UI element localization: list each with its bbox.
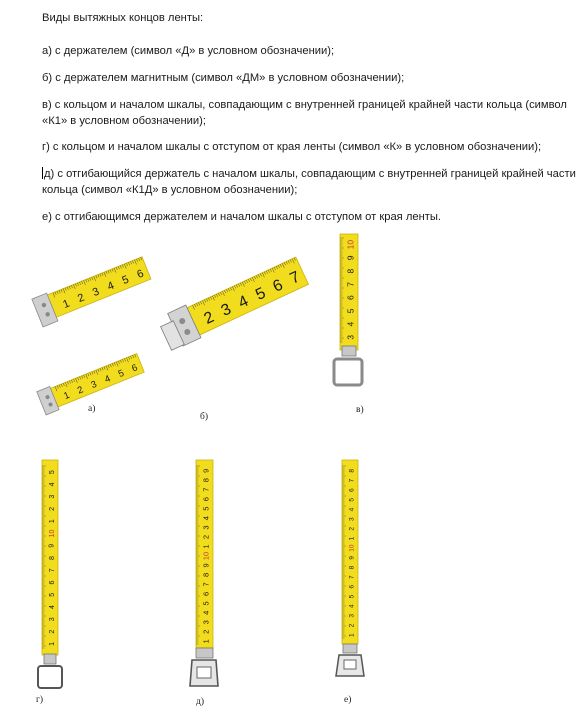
tape-digit: 2: [201, 629, 211, 634]
tape-digit: 4: [105, 279, 116, 294]
tape-digit: 3: [201, 620, 211, 625]
tape-digit: 1: [348, 536, 356, 541]
tape-digit: 4: [201, 516, 211, 521]
tape-digit: 9: [48, 543, 56, 548]
tape-digit: 2: [348, 527, 356, 531]
tape-digit: 5: [48, 470, 56, 475]
tape-digit: 1: [201, 544, 211, 549]
tape-digit: 5: [348, 498, 356, 502]
tape-digit: 7: [201, 487, 211, 492]
tape-digit: 6: [348, 585, 356, 589]
caption-a: а): [88, 404, 96, 414]
tape-digit: 6: [201, 497, 211, 502]
tape-digit: 6: [135, 267, 146, 282]
item-d: [42, 167, 577, 198]
text-cursor: [42, 167, 43, 179]
tape-digit: 10: [48, 529, 56, 538]
tape-digit: 6: [270, 276, 286, 296]
tape-digit: 5: [120, 273, 131, 288]
tape-digit: 9: [345, 255, 356, 261]
tape-digit: 6: [48, 580, 56, 585]
tape-image-v: [330, 234, 370, 394]
tape-digit: 3: [90, 285, 102, 300]
tape-digit: 6: [130, 362, 140, 375]
tape-digit: 6: [201, 591, 211, 596]
tape-digit: 6: [345, 295, 356, 300]
tape-image-g: [32, 460, 66, 695]
tape-digit: 1: [62, 389, 72, 402]
tape-digit: 3: [201, 525, 211, 530]
tape-digit: 3: [89, 378, 99, 392]
tape-digit: 4: [235, 292, 252, 312]
tape-digit: 5: [345, 308, 356, 314]
item-v: в) с кольцом и началом шкалы, совпадающим с внутренней границей крайней части кольца (символ «К1» в условном обозначении);: [42, 99, 567, 127]
item-b: б) с держателем магнитным (символ «ДМ» в условном обозначении);: [42, 72, 405, 84]
tape-digit: 7: [348, 478, 356, 483]
tape-digit: 1: [48, 519, 56, 524]
tape-digit: 7: [201, 582, 211, 587]
tape-digit: 8: [201, 478, 211, 483]
tape-digit: 4: [348, 507, 356, 512]
tape-digit: 9: [201, 563, 211, 568]
tape-digit: 6: [348, 488, 356, 492]
tape-digit: 8: [345, 268, 356, 274]
tape-digit: 8: [348, 469, 356, 473]
tape-digit: 10: [345, 239, 356, 250]
tape-digit: 5: [348, 594, 356, 599]
tape-digit: 3: [218, 300, 234, 320]
tape-digit: 5: [48, 592, 56, 597]
tape-digit: 2: [201, 308, 217, 328]
tape-digit: 2: [75, 384, 85, 397]
tape-digit: 9: [348, 556, 356, 560]
tape-digit: 4: [201, 610, 211, 615]
tape-digit: 5: [201, 601, 211, 606]
tape-digit: 3: [48, 617, 56, 622]
caption-g: г): [36, 695, 44, 705]
tape-digit: 5: [201, 506, 211, 511]
heading: Виды вытяжных концов ленты:: [42, 12, 204, 24]
tape-digit: 1: [348, 633, 356, 637]
tape-digit: 10: [348, 544, 356, 552]
tape-digit: 7: [287, 268, 303, 288]
tape-digit: 3: [348, 614, 356, 618]
tape-digit: 2: [48, 629, 56, 634]
tape-digit: 4: [103, 373, 113, 386]
tape-digit: 2: [201, 534, 211, 540]
tape-digit: 7: [48, 568, 56, 573]
tape-digit: 8: [48, 556, 56, 560]
tape-digit: 2: [76, 291, 87, 306]
caption-e: е): [344, 695, 352, 705]
tape-image-e: [334, 460, 370, 690]
tape-digit: 7: [345, 282, 356, 287]
tape-digit: 2: [48, 506, 56, 511]
tape-image-b: [148, 240, 303, 350]
caption-v: в): [356, 405, 364, 415]
tape-digit: 7: [348, 575, 356, 579]
tape-digit: 8: [348, 565, 356, 570]
tape-digit: 5: [116, 367, 126, 381]
tape-digit: 3: [48, 494, 56, 499]
tape-digit: 3: [348, 517, 356, 521]
tape-digit: 3: [345, 335, 356, 340]
tape-digit: 10: [201, 551, 211, 561]
tape-digit: 5: [253, 284, 269, 304]
tape-digit: 9: [201, 468, 211, 473]
caption-b: б): [200, 412, 208, 422]
tape-digit: 4: [348, 604, 356, 608]
item-g: г) с кольцом и началом шкалы с отступом от края ленты (символ «К» в условном обозначении);: [42, 141, 542, 153]
tape-digit: 4: [48, 482, 56, 487]
tape-digit: 8: [201, 572, 211, 578]
tape-digit: 4: [48, 605, 56, 610]
tape-digit: 2: [348, 623, 356, 628]
caption-d: д): [196, 697, 204, 707]
tape-digit: 1: [48, 641, 56, 646]
item-d-text: д) с отгибающийся держатель с началом шкалы, совпадающим с внутренней границей крайней части кольца (символ «К1Д» в условном обозначении);: [42, 168, 576, 196]
tape-digit: 1: [61, 297, 72, 312]
item-a: а) с держателем (символ «Д» в условном обозначении);: [42, 45, 335, 57]
tape-a-top: [32, 255, 153, 327]
tape-image-a: [18, 234, 146, 409]
tape-digit: 1: [201, 639, 211, 644]
tape-image-d: [184, 460, 224, 695]
tape-b: [157, 254, 310, 351]
tape-digit: 4: [345, 321, 356, 327]
item-e: е) с отгибающимся держателем и началом шкалы с отступом от края ленты.: [42, 211, 442, 223]
